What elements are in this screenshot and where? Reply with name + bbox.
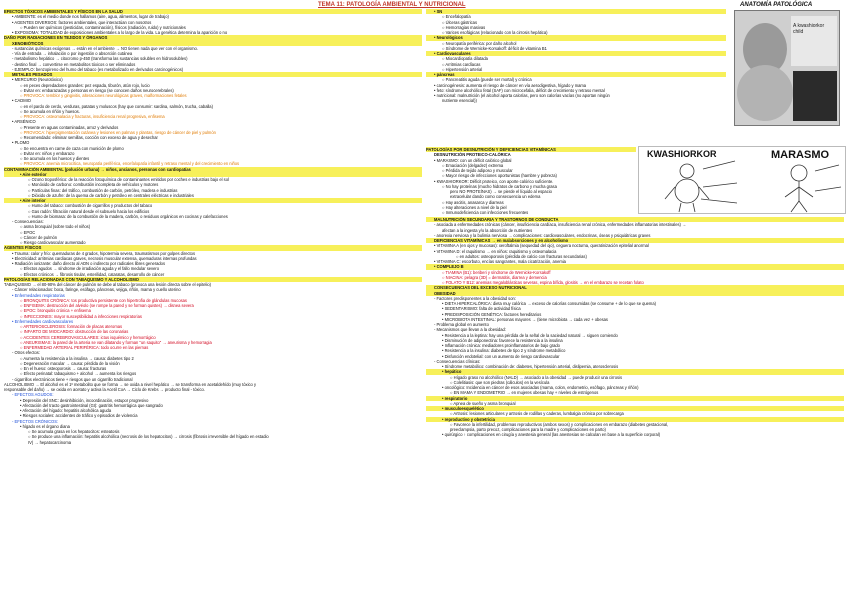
left-column-line: ○ Efectos agudos → síndrome de irradiación aguda y el fallo medular severo xyxy=(20,266,160,272)
left-column-line: - metabolismo hepático → citocromo p-450 (transforma las sustancias solubles en hidrosolubles) xyxy=(12,56,188,62)
left-column-line: ○ PROVOCA: anemia microcítica, neuropatía periférica, encefalopatía infantil y retraso mental y del crecimiento en niños xyxy=(20,161,240,167)
right-bottom-line: ○ NIACINA: pelagra (3D) = dermatitis, diarrea y demencia xyxy=(442,274,547,280)
left-column-line: ○ En el hueso: osteoporosis → causa: fracturas xyxy=(20,366,107,371)
right-top-line: • carcinogénesis: aumenta el riesgo de cáncer en vía aerodigestiva, hígado y mama xyxy=(434,82,587,88)
right-mid-line: ○ Inmunodeficiencia con infecciones frecuentes xyxy=(442,210,529,215)
right-top-line: ○ Arritmias cardíacas xyxy=(442,61,481,67)
right-bottom-line: • Resistencia a la leptina: hay una pérdida de la señal de la saciedad natural → siguen comiendo xyxy=(442,332,618,338)
right-mid-line: • MARASMO: con un déficit calórico global xyxy=(434,157,512,163)
kwashiorkor-marasmo-diagram xyxy=(638,146,846,214)
right-bottom-line: ○ Hígado graso no alcohólico (NALD) → asociado a la obesidad → puede producir una cirrosis xyxy=(450,374,623,380)
left-column-line: ○ Pueden ser químicos (pesticidas, contaminación), físicos (radiación, ruido) y nutricionales xyxy=(20,24,186,30)
left-column-line: • ARSÉNICO xyxy=(12,119,36,125)
left-column-line: ○ Dióxido de azufre: de la quema de carbón y petróleo en centrales eléctricas e industriales xyxy=(28,192,194,198)
right-bottom-line: • musculoesquelético xyxy=(426,406,844,411)
right-top-line: • Cardiovasculares xyxy=(426,51,726,56)
left-column-line: METALES PESADOS xyxy=(4,72,422,77)
left-column-line: • Enfermedades respiratorias xyxy=(12,292,65,298)
right-bottom-line: ○ Artrosis: lesiones articulares y artrosis de rodillas y caderas, lumbalgia crónica por sobrecarga xyxy=(450,411,624,417)
left-column-line: ○ Humo de biomasa: de la combustión de la madera, carbón, o residuos orgánicos en cocinas y calefacciones xyxy=(28,213,228,219)
left-column-line: - Cáncer relacionados: boca, faringe, esófago, páncreas, vejiga, riñón, mama y cuello uterino xyxy=(12,287,181,293)
left-column-line: • Depresión del SNC: desinhibición, incoordinación, estupor progresivo xyxy=(20,397,149,403)
left-column-line: ○ en peces depredadores grandes: pez espada, tiburón, atún rojo, lucio xyxy=(20,82,150,88)
right-top-line: ○ Hemorragias masivas xyxy=(442,24,486,30)
left-column-line: ○ ENFISEMA: destrucción del alvéolo (se rompe la pared y se forman quistes) → disnea severa xyxy=(20,303,194,308)
left-column-line: ○ ARTERIOSCLEROSIS: formación de placas ateromas xyxy=(20,324,123,329)
left-column-line: PATOLOGÍAS RELACIONADAS CON TABAQUISMO Y ALCOHOLISMO xyxy=(4,277,422,282)
right-bottom-line: • reproductivo y obstetricia xyxy=(426,417,844,422)
left-column-line: ○ EPOC: bronquitis crónica + enfisema xyxy=(20,308,91,314)
right-top-line: • páncreas xyxy=(426,72,726,77)
right-bottom-line: • VITAMINA D: el raquitismo → en niños: raquitismo y osteomalacia xyxy=(434,248,557,254)
right-top-line: ○ Pancreatitis aguda (puede ser mortal) y crónica xyxy=(442,77,532,83)
right-top-line: • nutricional: malnutrición (el alcohol aporta calorías, pero son calorías vacías (no aportan ningún xyxy=(434,93,610,98)
right-top-line: ○ Neuropatía periférica: por daño alcohol xyxy=(442,40,517,46)
left-column-line: ○ Cáncer de pulmón xyxy=(20,234,58,240)
right-mid-line: • KWASHIORKOR: Déficit proteico, con aporte calórico suficiente. xyxy=(434,178,554,184)
left-column-line: • Trauma: calor y frío: quemaduras de 4 grados, hipotermia severa, traumatismos por golpes directos xyxy=(12,250,196,256)
kwashiorkor-label: KWASHIORKOR xyxy=(647,149,717,159)
left-column-line: • Afectación del tracto gastrointestinal (GI): gastritis hemorrágica que sangrado xyxy=(20,402,163,408)
right-mid-line: extracelular dando como consecuencia un edema xyxy=(450,194,541,200)
left-column-line: ○ Evitar en: niños y embarazo xyxy=(20,150,75,156)
left-column-line: ○ BRONQUITIS CRÓNICA: tos productiva persistente con hipertrofia de glándulas mucosas xyxy=(20,297,187,303)
right-bottom-line: ○ EN MAMA Y ENDOMETRIO → en mujeres obesas hay + niveles de estrógenos xyxy=(450,390,599,396)
left-column-line: EFECTOS TÓXICOS AMBIENTALES Y FÍSICOS EN LA SALUD xyxy=(4,9,422,14)
right-bottom-line: • respiratorio xyxy=(426,396,844,401)
right-mid-line: PATOLOGÍAS POR DESNUTRICIÓN Y DEFICIENCIAS VITAMÍNICAS xyxy=(426,147,636,152)
left-column-line: ○ asma bronquial (sobre todo el niños) xyxy=(20,224,91,230)
right-bottom-line: OBESIDAD xyxy=(426,291,844,296)
left-column-line: ○ en el pardo de cerdo, verduras, patatas y moluscos (hay que consumir: sardina, salmón, trucha, caballa) xyxy=(20,103,213,109)
left-column-line: - EJEMPLO: benzopireno del humo del tabaco (es metabolizado en derivados carcinogénicos) xyxy=(12,66,184,72)
left-column-line: • CADMIO xyxy=(12,98,31,104)
left-column-line: - sustancias químicas exógenas → están en el ambiente → NO tienen nada que ver con el organismo. xyxy=(12,45,198,51)
right-bottom-line: • DIETA HIPERCALÓRICA: dieta muy calórica → exceso de calorías consumidas (se consume + de lo que se quema) xyxy=(442,301,656,306)
left-column-line: ALCOHOLISMO → El alcohol es el 1º metabolito que se forma → se oxida a nivel hepático → se transforma en acetaldehído (muy tóxico y xyxy=(4,381,257,387)
right-bottom-line: ○ FOLATO Y B12: anemias megaloblásticas severas, espina bífida, glositis → en el embarazo se recetan folato xyxy=(442,280,644,285)
right-top-line: • Neurológicos xyxy=(426,35,726,40)
right-top-line: ○ Síndrome de Wernicke-Korsakoff: déficit de vitamina B1 xyxy=(442,45,547,51)
right-top-line: ○ Hipertensión arterial xyxy=(442,66,483,72)
right-bottom-line: • Resistencia a la insulina: diabetes de tipo 2 y síndrome metabólico xyxy=(442,348,566,354)
left-column-line: • AGENTES DIVERSOS: factores ambientales, que interactúan con nosotros xyxy=(12,19,152,25)
right-top-line: ○ Varices esofágicas (relacionado con la cirrosis hepática) xyxy=(442,30,548,35)
left-column-line: DAÑO POR RADIACIONES EN TEJIDOS Y ÓRGANOS xyxy=(4,35,422,40)
kwashiorkor-child-photo xyxy=(734,10,840,126)
left-column-line: ○ Humo del tabaco: combustión de cigarrillos y productos del tabaco xyxy=(28,203,153,209)
left-column-line: - cigarrillos electrónicos tiene + riesgos que un cigarrillo tradicional xyxy=(12,376,133,382)
right-bottom-line: - Consecuencias clínicas: xyxy=(434,358,481,364)
header-subject: ANATOMÍA PATOLÓGICA xyxy=(740,2,813,8)
right-bottom-line: • VITAMINA A (en ojos y mucosas): xeroftalmia (sequedad del ojo), ceguera nocturna, queratinización epitelial anormal xyxy=(434,243,649,249)
right-bottom-notes xyxy=(426,217,844,438)
right-bottom-line: - anorexia nerviosa y la bulimia nerviosa → complicaciones: cardiovasculares, endocrinas, óseas y psiquiátricas graves xyxy=(434,232,651,238)
left-column-line: - destino final → convertirse en metabolitos tóxicos o ser eliminados xyxy=(12,61,136,67)
right-top-line: ○ Encefalopatía xyxy=(442,14,471,20)
right-top-line: ○ Miocardiopatía dilatada xyxy=(442,56,488,62)
left-column-line: • EXPOSOMA: TOTALIDAD de exposiciones ambientales a lo largo de la vida. La genética determina la aparición o no xyxy=(12,30,228,35)
right-mid-line: ○ Hay alteraciones a nivel de la piel xyxy=(442,204,507,210)
left-column-line: ○ Se acumula en riñón y huesos. xyxy=(20,108,80,114)
left-column-line: XENOBIÓTICOS xyxy=(4,41,422,46)
left-column-line: ○ Se acumula en los huesos y dientes xyxy=(20,156,90,161)
right-mid-line: ○ Mayor riesgo de infecciones oportunistas (hambre y pobreza) xyxy=(442,173,557,179)
right-mid-line: ○ Emaciación (delgadez) extrema xyxy=(442,162,504,168)
right-bottom-line: ○ Favorece la infertilidad, problemas reproductivos (ambos sexos) y complicaciones en embarazo (diabetes gestacional, xyxy=(450,421,669,427)
right-bottom-line: • VITAMINA C: escorbuto, encías sangrantes, mala cicatrización, anemia xyxy=(434,259,566,264)
right-mid-line: ○ Pérdida de tejido adiposo y muscular xyxy=(442,168,513,173)
right-bottom-line: • hepático xyxy=(426,369,844,374)
left-column-line: ○ Monóxido de carbono: combustión incompleta de vehículos y motores xyxy=(28,182,159,188)
right-bottom-line: • Inflamación crónica: mediadores proinflamatorios de bajo grado xyxy=(442,343,560,348)
left-column xyxy=(4,9,422,445)
left-column-line: • Aire exterior xyxy=(4,172,422,177)
right-bottom-line: CONSECUENCIAS DEL EXCESO NUTRICIONAL xyxy=(426,285,844,290)
left-column-line: • AMBIENTE: es el medio donde nos hallamos (aire, agua, alimentos, lugar de trabajo) xyxy=(12,14,169,20)
left-column-line: • Enfermedades cardiovasculares xyxy=(12,318,74,324)
left-column-line: ○ Evitar en: embarazadas y personas en riesgo (se conocen daños neurocerebrales) xyxy=(20,87,174,93)
left-column-line: CONTAMINACIÓN AMBIENTAL (polución urbana) → niños, ancianos, personas con cardiopatías xyxy=(4,167,422,172)
right-bottom-line: - Problema global en aumento xyxy=(434,322,489,327)
right-mid-notes xyxy=(426,147,636,215)
left-column-line: ○ Gas radón: filtración natural desde el subsuelo hacia los edificios xyxy=(28,208,150,214)
right-mid-line: ○ Hay ascitis, anasarca y diarreas xyxy=(442,199,504,205)
marasmo-label: MARASMO xyxy=(771,149,830,161)
right-bottom-line: - Mecanismos que llevan a la obesidad: xyxy=(434,327,506,333)
left-column-line: ○ Presente en aguas contaminadas, arroz y derivados xyxy=(20,124,119,130)
left-column-line: ○ ACCIDENTES CEREBROVASCULARES: ictus isquémico y hemorrágico xyxy=(20,334,156,340)
left-column-line: • Afectación del hígado: hepatitis alcohólica aguda xyxy=(20,408,112,413)
left-column-line: • Electricidad: arritmias cardiacas graves, necrosis muscular extensa, quemaduras internas profundas xyxy=(12,255,197,261)
left-column-line: ○ Efecto perinatal: tabaquismo + alcohol → aumenta los riesgos xyxy=(20,371,137,377)
photo-caption: A kwashiorkor child xyxy=(793,23,825,35)
right-bottom-line: ○ Apnea de sueño y asma bronquial xyxy=(450,400,516,406)
right-bottom-line: MALNUTRICIÓN SECUNDARIA Y TRASTORNOS DE CONDUCTA xyxy=(426,217,844,222)
left-column-line: • MERCURIO (Neurotóxico) xyxy=(12,77,63,83)
left-column-line: ○ Recomendado: eliminar semillas, cocción con exceso de agua y desechar xyxy=(20,135,158,140)
left-column-line: • Aire interior xyxy=(4,198,422,203)
left-column-line: IV) → hepatocarcinoma xyxy=(28,439,72,445)
right-mid-line: ○ No hay proteínas (mucho hidratos de carbono y mucha grasa xyxy=(442,183,557,189)
left-column-line: ○ Efectos crónicos → fibrosis tisular, esterilidad, cataratas, desarrollo de cáncer xyxy=(20,271,165,277)
left-column-line: ○ INFARTO DE MIOCARDIO: obstrucción de las coronarias xyxy=(20,329,129,335)
left-column-line: ○ Partículas finas: del tráfico, combustión de carbón, petróleo, madera e industrias xyxy=(28,187,178,193)
left-column-line: AGENTES FÍSICOS xyxy=(4,245,422,250)
right-bottom-line: • MICROBIOTA INTESTINAL: personas mayores → (tiene microbiota → cada vez + obesas xyxy=(442,316,608,322)
right-bottom-line: - asociada a enfermedades crónicas (cáncer, insuficiencia cardíaca, insuficiencia renal crónica, enfermedades inflamatorias intestinales) → xyxy=(434,222,687,228)
left-column-line: ○ PROVOCA: hiperpigmentación cutánea y lesiones en palmas y plantas, riesgo de cáncer de piel y pulmón xyxy=(20,129,216,135)
left-column-line: - EFECTOS AGUDOS: xyxy=(12,392,54,398)
left-column-line: ○ Aumenta la resistencia a la insulina → causa: diabetes tipo 2 xyxy=(20,355,134,361)
left-column-line: - EFECTOS CRÓNICOS: xyxy=(12,418,59,424)
right-top-line: • feto: síndrome alcohólico fetal (SAF) con microcefalia, déficit de crecimiento y retraso mental xyxy=(434,87,605,93)
right-bottom-line: DEFICIENCIAS VITAMÍNICAS → en malabsorciones y en alcoholismo xyxy=(426,238,844,243)
right-bottom-line: • Síndrome metabólico: combinación de: diabetes, hipertensión arterial, dislipemia, aterosclerosis xyxy=(442,364,619,369)
left-column-line: ○ Degeneración macular → causa: pérdida de la visión xyxy=(20,360,120,366)
right-top-notes xyxy=(426,9,726,104)
left-column-line: TABAQUISMO → el 80-90% del cáncer de pulmón se debe al tabaco (provoca una lesión directa sobre el epitelio) xyxy=(4,282,211,287)
right-top-line: ○ Úlceras gástricas xyxy=(442,19,478,25)
right-mid-line: pero NO PROTEÍNAS) → se pierde el líquido al espacio xyxy=(450,189,552,194)
right-bottom-line: • COMPLEJO B xyxy=(426,264,844,269)
left-column-line: ○ INFECCIONES: mayor susceptibilidad a infecciones respiratorias xyxy=(20,313,142,319)
left-column-line: responsable del daño) → se oxida en acetato y activa la Acetil CoA → Ciclo de Krebs → producto final - tóxico. xyxy=(4,387,205,392)
left-column-line: ○ Riesgo cardiovascular aumentado xyxy=(20,240,86,245)
right-bottom-line: ○ Colelitiasis: que son piedras (cálculos) en la vesícula xyxy=(450,379,550,385)
left-column-line: ○ ENFERMEDAD ARTERIAL PERIFÉRICA: todo ocurre en las piernas xyxy=(20,345,149,350)
left-column-line: ○ Se encuentra en carne de caza con munición de plomo xyxy=(20,145,124,151)
left-column-line: ○ PROVOCA: temblor y gingivitis, alteraciones neurológicas graves, malformaciones fetales xyxy=(20,93,187,98)
right-top-line: • SN xyxy=(426,9,726,14)
right-bottom-line: - Factores predisponentes a la obesidad son: xyxy=(434,295,516,301)
right-mid-line: DESNUTRICIÓN PROTEICO-CALÓRICA xyxy=(434,152,511,158)
right-bottom-line: • oncológico: Incidencia en cáncer de esos asociadas (mama, colon, endometrio, esófago, páncreas y riñón) xyxy=(442,385,639,390)
left-column-line: ○ Se acumula grasa en los hepatocitos: esteatosis xyxy=(28,429,120,434)
right-bottom-line: ○ TIAMINA (B1): beriberi y síndrome de Wernicke-Korsakoff xyxy=(442,269,551,275)
left-column-line: ○ Se produce una inflamación: hepatitis alcohólica (necrosis de los hepatocitos) → cirrosis (fibrosis irreversible del hígado en estadio xyxy=(28,434,269,440)
left-column-line: • PLOMO xyxy=(12,140,30,146)
header-topic: TEMA 11: PATOLOGÍA AMBIENTAL Y NUTRICIONAL xyxy=(318,2,466,8)
right-bottom-line: • Disminución de adiponectina: favorece la resistencia a la insulina xyxy=(442,337,563,343)
right-bottom-line: • Disfunción endotelial: con un aumento de riesgo cardiovascular xyxy=(442,353,560,359)
right-top-line: nutriente esencial)) xyxy=(442,98,477,104)
right-bottom-line: • quirúrgico ↑ complicaciones en cirugía y anestesia general (las anestesias se calculan en base a la superficie corporal) xyxy=(442,432,661,438)
right-bottom-line: preeclampsia, parto precoz, complicaciones para la madre y complicaciones en parto) xyxy=(450,427,606,432)
right-bottom-line: • SEDENTARISMO: falta de actividad física xyxy=(442,306,521,312)
left-column-line: ○ Ozono troposférico: de la reacción fotoquímica de contaminantes emitidos por coches e industrias bajo el sol xyxy=(28,177,229,182)
right-bottom-line: • PREDISPOSICIÓN GENÉTICA: factores hereditarios xyxy=(442,311,542,317)
right-bottom-line: afectan a la ingesta y/o la absorción de nutrientes xyxy=(442,227,533,233)
left-column-line: • hígado es el órgano diana xyxy=(20,423,70,429)
left-column-line: - Consecuencias: xyxy=(12,219,44,224)
left-column-line: - Otros efectos: xyxy=(12,350,40,356)
right-bottom-line: ○ en adultos: osteoporosis (pérdida de calcio con fracturas secundarias) xyxy=(456,253,587,259)
left-column-line: ○ ANEURISMAS: la pared de la arteria se van dilatando y forman "un saquito" → aneurisma y hemorragia xyxy=(20,339,212,345)
left-column-line: • Riesgos sociales: accidentes de tráfico y episodios de violencia xyxy=(20,413,138,419)
left-column-line: - Vía de entrada → inhalación o por ingestión o absorción cutánea xyxy=(12,51,133,56)
left-column-line: ○ PROVOCA: osteomalacia y fracturas, insuficiencia renal progresiva, enfisema xyxy=(20,114,165,119)
left-column-line: ○ EPOC xyxy=(20,229,36,235)
left-column-line: • Radiación ionizante: daño directo al ADN o indirecto por radicales libres generados xyxy=(12,261,165,266)
